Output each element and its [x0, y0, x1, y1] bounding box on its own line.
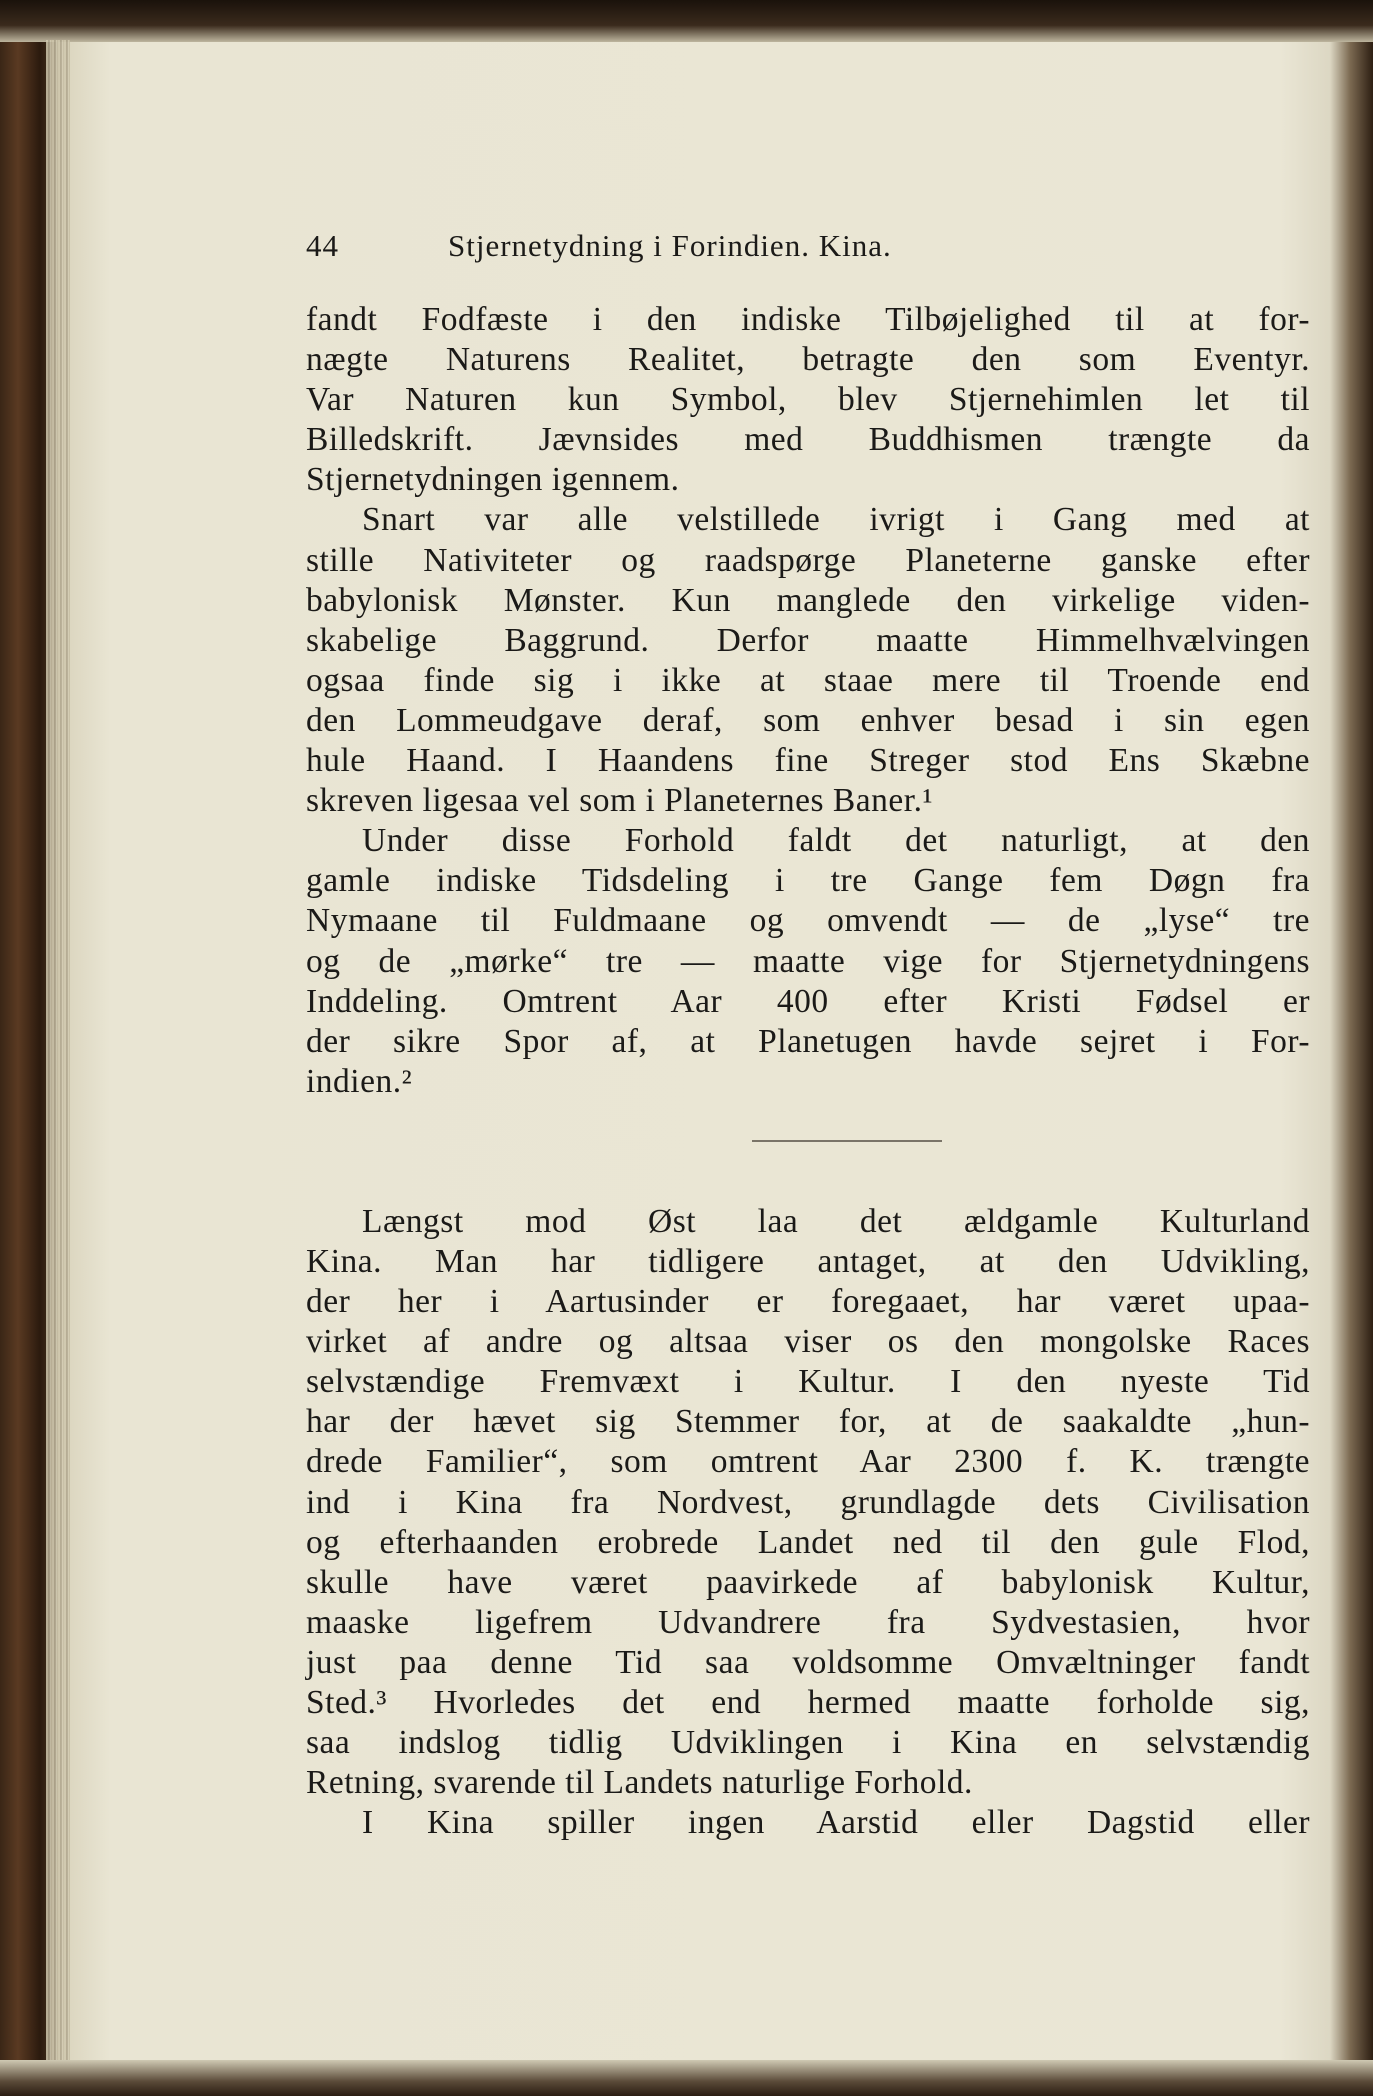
text-line: Under disse Forhold faldt det naturligt, at den [362, 822, 1310, 860]
running-header [306, 228, 1306, 278]
text-line: drede Familier“, som omtrent Aar 2300 f. K. trængte [306, 1443, 1310, 1481]
text-line: ind i Kina fra Nordvest, grundlagde dets Civilisation [306, 1483, 1310, 1521]
text-line: Nymaane til Fuldmaane og omvendt — de „lyse“ tre [306, 902, 1310, 940]
rule-gap [306, 1142, 1310, 1202]
text-line: og efterhaanden erobrede Landet ned til den gule Flod, [306, 1523, 1310, 1561]
text-line: Snart var alle velstillede ivrigt i Gang med at [362, 501, 1310, 539]
text-line: skreven ligesaa vel som i Planeternes Baner.¹ [306, 782, 933, 820]
text-line: skulle have været paavirkede af babylonisk Kultur, [306, 1563, 1310, 1601]
page-number: 44 [306, 228, 339, 263]
text-line: ogsaa finde sig i ikke at staae mere til Troende end [306, 661, 1310, 699]
running-title: Stjernetydning i Forindien. Kina. [448, 228, 892, 263]
text-line: fandt Fodfæste i den indiske Tilbøjelighed til at for- [306, 301, 1310, 338]
bottom-edge-shadow [0, 2060, 1373, 2096]
top-edge-shadow [0, 0, 1373, 42]
section-forindien [306, 300, 1310, 1102]
text-line: skabelige Baggrund. Derfor maatte Himmelhvælvingen [306, 621, 1310, 659]
text-line: stille Nativiteter og raadspørge Planeterne ganske efter [306, 541, 1310, 579]
text-line: I Kina spiller ingen Aarstid eller Dagstid eller [362, 1804, 1310, 1842]
text-line: Kina. Man har tidligere antaget, at den Udvikling, [306, 1242, 1310, 1280]
text-line: babylonisk Mønster. Kun manglede den virkelige viden- [306, 581, 1310, 619]
text-line: Stjernetydningen igennem. [306, 461, 680, 499]
text-line: den Lommeudgave deraf, som enhver besad i sin egen [306, 701, 1310, 739]
text-line: Længst mod Øst laa det ældgamle Kulturland [362, 1202, 1310, 1240]
text-line: har der hævet sig Stemmer for, at de saakaldte „hun- [306, 1403, 1310, 1441]
page-stack-edge [46, 40, 70, 2070]
text-line: Billedskrift. Jævnsides med Buddhismen trængte da [306, 421, 1310, 459]
text-line: indien.² [306, 1062, 413, 1100]
text-line: virket af andre og altsaa viser os den mongolske Races [306, 1323, 1310, 1361]
text-line: just paa denne Tid saa voldsomme Omvæltninger fandt [306, 1643, 1310, 1681]
text-line: Sted.³ Hvorledes det end hermed maatte forholde sig, [306, 1684, 1310, 1721]
text-line: hule Haand. I Haandens fine Streger stod Ens Skæbne [306, 742, 1310, 780]
text-line: Retning, svarende til Landets naturlige Forhold. [306, 1764, 973, 1802]
text-line: maaske ligefrem Udvandrere fra Sydvestasien, hvor [306, 1603, 1310, 1641]
text-line: nægte Naturens Realitet, betragte den som Eventyr. [306, 341, 1310, 379]
text-line: der sikre Spor af, at Planetugen havde sejret i For- [306, 1022, 1310, 1060]
text-line: Var Naturen kun Symbol, blev Stjernehimlen let til [306, 381, 1310, 419]
text-line: selvstændige Fremvæxt i Kultur. I den nyeste Tid [306, 1363, 1310, 1401]
section-kina [306, 1202, 1310, 1844]
book-page [70, 42, 1340, 2062]
text-line: saa indslog tidlig Udviklingen i Kina en selvstændig [306, 1724, 1310, 1762]
text-line: gamle indiske Tidsdeling i tre Gange fem Døgn fra [306, 862, 1310, 900]
body-text [306, 300, 1310, 1843]
text-line: der her i Aartusinder er foregaaet, har været upaa- [306, 1283, 1310, 1321]
rule-gap [306, 1102, 1310, 1140]
text-line: Inddeling. Omtrent Aar 400 efter Kristi Fødsel er [306, 982, 1310, 1020]
text-line: og de „mørke“ tre — maatte vige for Stjernetydningens [306, 942, 1310, 980]
